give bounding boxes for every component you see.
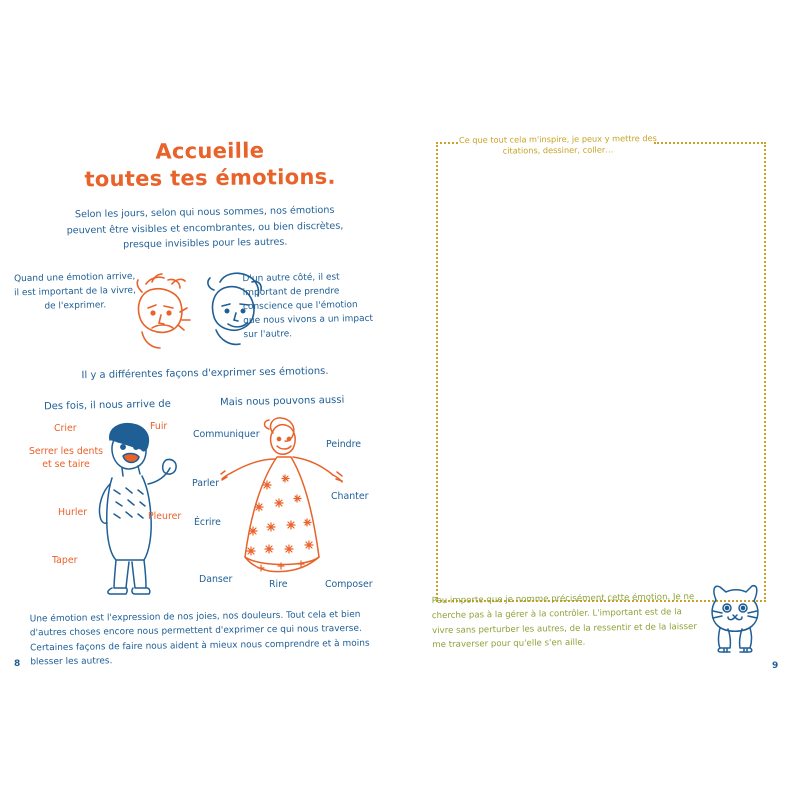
word-peindre: Peindre — [326, 439, 361, 450]
column-a-heading: Des fois, il nous arrive de — [43, 398, 171, 413]
right-footer-paragraph: Peu importe que je nomme précisément cette émotion. Je ne cherche pas à la gérer à la contrôler. L'important est de la vivre sans perturber les autres, de la ressentir et de la laisser me traverser pour qu'elle s'en aille. — [431, 591, 697, 651]
left-footer-paragraph: Une émotion est l'expression de nos joies, nos douleurs. Tout cela et bien d'autres choses encore nous permettent d'exprimer ce qui nous traverse. Certaines façons de faire nous aident à mieux nous comprendre et à moins blesser les autres. — [29, 609, 370, 668]
page-title-line1: Accueille — [155, 138, 265, 164]
note-area[interactable] — [436, 142, 766, 602]
blurb-left: Quand une émotion arrive, il est important de la vivre, de l'exprimer. — [13, 271, 136, 312]
page-title — [60, 136, 361, 194]
page-title-line2: toutes tes émotions. — [84, 164, 336, 192]
page-number-right: 9 — [772, 661, 779, 671]
word-chanter: Chanter — [331, 491, 369, 502]
note-prompt: Ce que tout cela m'inspire, je peux y mettre des citations, dessiner, coller… — [458, 132, 657, 156]
intro-paragraph: Selon les jours, selon qui nous sommes, nos émotions peuvent être visibles et encombrantes, ou bien discrètes, presque invisibles pour les autres. — [66, 204, 344, 251]
transition-line: Il y a différentes façons d'exprimer ses émotions. — [81, 365, 329, 382]
page-number-left: 8 — [14, 659, 21, 669]
word-rire: Rire — [269, 579, 288, 590]
word-pleurer: Pleurer — [148, 511, 182, 522]
word-fuir: Fuir — [150, 421, 168, 432]
word-serrer-les-dents: Serrer les dents et se taire — [28, 446, 104, 471]
column-b-heading: Mais nous pouvons aussi — [219, 394, 345, 409]
word-hurler: Hurler — [58, 507, 88, 518]
right-page — [400, 120, 800, 680]
illustration-cat — [700, 580, 770, 655]
word-taper: Taper — [52, 555, 78, 566]
blurb-right: D'un autre côté, il est important de prendre conscience que l'émotion que nous vivons a un impact sur l'autre. — [242, 272, 374, 340]
word-crier: Crier — [54, 423, 77, 434]
word-composer: Composer — [325, 579, 373, 590]
left-page — [0, 120, 400, 680]
word-ecrire: Écrire — [194, 517, 221, 528]
word-danser: Danser — [199, 574, 233, 585]
word-parler: Parler — [192, 478, 220, 489]
word-communiquer: Communiquer — [193, 429, 260, 440]
